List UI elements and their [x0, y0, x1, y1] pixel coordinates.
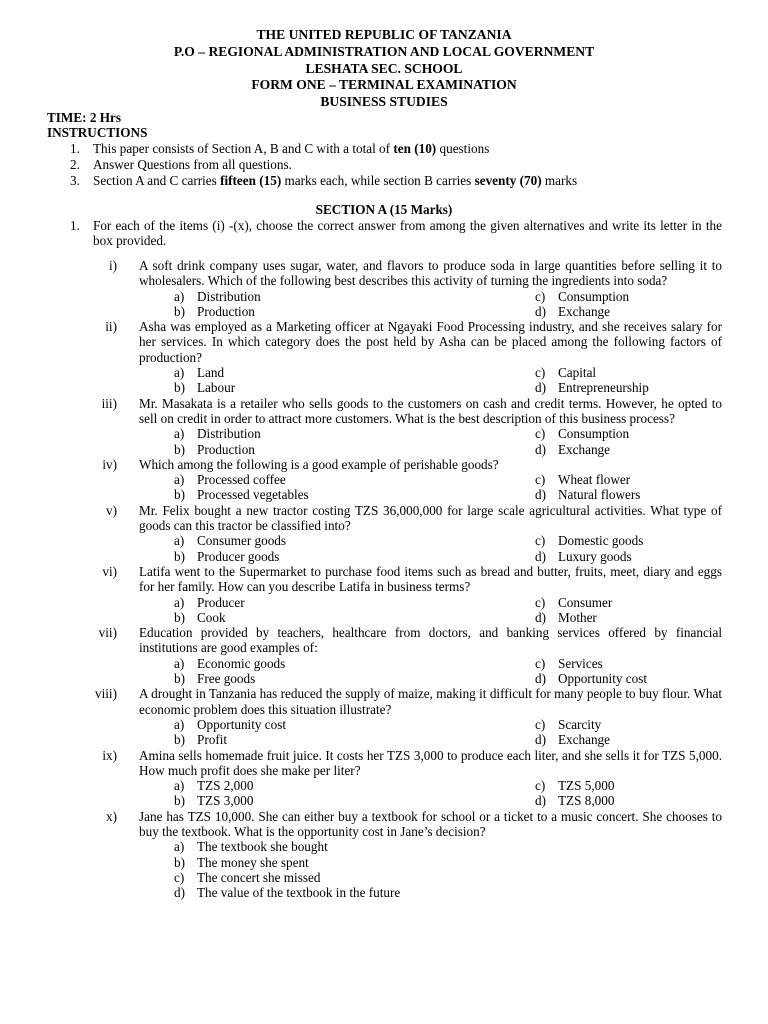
item-numeral: viii)	[95, 686, 117, 702]
option-text: Scarcity	[558, 716, 602, 732]
option-letter: a)	[174, 778, 185, 794]
answer-option	[174, 793, 535, 808]
answer-option	[174, 426, 535, 441]
answer-option	[174, 855, 574, 870]
question-item	[95, 319, 722, 395]
answer-option	[174, 885, 574, 900]
item-numeral: iii)	[101, 395, 117, 411]
option-text: Land	[197, 365, 225, 381]
question-item	[95, 457, 722, 503]
option-letter: d)	[535, 380, 546, 396]
answer-option	[535, 793, 614, 808]
question-number: 1.	[70, 218, 80, 233]
answer-option	[535, 549, 632, 564]
item-stem: Jane has TZS 10,000. She can either buy a textbook for school or a ticket to a music concert. She chooses to buy the textbook. What is the opportunity cost in Jane’s decision?	[139, 808, 722, 839]
instruction-number: 1.	[70, 141, 80, 156]
option-letter: b)	[174, 732, 185, 748]
instruction-bold: ten (10)	[393, 141, 437, 156]
answer-option	[174, 717, 535, 732]
answer-options	[174, 656, 722, 687]
option-letter: a)	[174, 533, 185, 549]
instruction-item	[70, 157, 730, 173]
answer-options	[174, 426, 722, 457]
option-text: Consumer goods	[197, 533, 287, 549]
item-numeral: vii)	[98, 625, 117, 641]
answer-option	[174, 778, 535, 793]
option-text: Production	[197, 441, 255, 457]
item-numeral: i)	[108, 258, 117, 273]
option-letter: c)	[535, 365, 546, 381]
item-numeral: iv)	[102, 456, 117, 472]
instruction-item	[70, 173, 730, 189]
item-stem: Latifa went to the Supermarket to purchase food items such as bread and butter, fruits, meet, diary and eggs for her family. How can you describe Latifa in business terms?	[139, 563, 722, 595]
answer-option	[174, 732, 535, 747]
answer-option	[174, 671, 535, 686]
option-text: Distribution	[197, 288, 261, 304]
option-letter: c)	[535, 655, 546, 671]
option-text: Luxury goods	[558, 548, 632, 564]
option-text: The textbook she bought	[197, 839, 328, 855]
answer-option	[535, 304, 610, 319]
option-letter: b)	[174, 548, 185, 564]
answer-option	[174, 533, 535, 548]
option-text: TZS 5,000	[558, 778, 615, 794]
answer-option	[535, 778, 614, 793]
question-item	[95, 625, 722, 686]
item-numeral: v)	[106, 502, 117, 518]
option-text: Processed vegetables	[197, 487, 309, 503]
item-stem: A soft drink company uses sugar, water, and flavors to produce soda in large quantities before selling it to wholesalers. Which of the following best describes this activity of turning the ingredients into soda?	[139, 258, 722, 289]
option-text: TZS 2,000	[197, 778, 254, 794]
instruction-number: 2.	[70, 157, 80, 172]
option-letter: b)	[174, 609, 185, 625]
answer-option	[535, 487, 640, 502]
instruction-text: Answer Questions from all questions.	[93, 157, 292, 172]
item-stem: A drought in Tanzania has reduced the supply of maize, making it difficult for many people to buy flour. What economic problem does this situation illustrate?	[139, 686, 722, 717]
option-text: Processed coffee	[197, 472, 286, 488]
section-a-title: SECTION A (15 Marks)	[315, 202, 453, 217]
option-text: Consumption	[558, 288, 630, 304]
option-letter: a)	[174, 839, 185, 855]
question-item	[95, 564, 722, 625]
answer-options	[174, 717, 722, 748]
option-letter: a)	[174, 288, 185, 304]
option-text: The money she spent	[197, 854, 309, 870]
answer-option	[535, 472, 630, 487]
option-letter: c)	[535, 716, 546, 732]
option-letter: d)	[174, 885, 185, 901]
question-item	[95, 809, 722, 901]
header-subject: BUSINESS STUDIES	[320, 94, 448, 110]
option-text: Opportunity cost	[197, 716, 287, 732]
answer-option	[174, 289, 535, 304]
instructions-title: INSTRUCTIONS	[47, 125, 148, 140]
item-numeral: ix)	[102, 747, 117, 763]
option-text: Wheat flower	[558, 472, 631, 488]
answer-option	[535, 289, 629, 304]
answer-option	[535, 656, 603, 671]
option-text: TZS 8,000	[558, 793, 615, 809]
option-text: Economic goods	[197, 655, 286, 671]
answer-option	[535, 595, 612, 610]
option-text: Producer goods	[197, 548, 280, 564]
answer-option	[174, 442, 535, 457]
item-stem: Which among the following is a good example of perishable goods?	[139, 456, 499, 472]
item-numeral: x)	[106, 808, 117, 824]
option-letter: c)	[535, 288, 546, 304]
option-text: Labour	[197, 380, 236, 396]
option-letter: b)	[174, 487, 185, 503]
answer-option	[535, 365, 596, 380]
option-letter: d)	[535, 487, 546, 503]
option-text: Producer	[197, 594, 245, 610]
answer-options	[174, 533, 722, 564]
answer-options	[174, 472, 722, 503]
option-text: Capital	[558, 365, 597, 381]
answer-option	[535, 671, 647, 686]
question-item	[95, 396, 722, 457]
answer-option	[535, 533, 643, 548]
item-stem: Mr. Masakata is a retailer who sells goods to the customers on cash and credit terms. However, he opted to sell on credit in order to attract more customers. What is the best description of this business process?	[139, 395, 722, 426]
instruction-bold: seventy (70)	[474, 173, 542, 188]
answer-options	[174, 365, 722, 396]
answer-option	[174, 839, 574, 854]
instruction-text: marks each, while section B carries	[281, 173, 475, 188]
header-authority: P.O – REGIONAL ADMINISTRATION AND LOCAL GOVERNMENT	[173, 43, 595, 59]
answer-option	[174, 870, 574, 885]
option-letter: b)	[174, 380, 185, 396]
item-stem: Amina sells homemade fruit juice. It costs her TZS 3,000 to produce each liter, and she sells it for TZS 5,000. How much profit does she make per liter?	[139, 747, 722, 778]
answer-options	[174, 289, 722, 320]
question-item	[95, 258, 722, 319]
instructions-list	[70, 141, 730, 189]
option-letter: d)	[535, 609, 546, 625]
answer-option	[535, 717, 601, 732]
item-numeral: ii)	[105, 319, 117, 335]
question-text: For each of the items (i) -(x), choose the correct answer from among the given alternatives and write its letter in the box provided.	[93, 218, 722, 249]
option-text: Cook	[197, 609, 226, 625]
question-item	[95, 748, 722, 809]
option-letter: b)	[174, 793, 185, 809]
item-stem: Education provided by teachers, healthcare from doctors, and banking services offered by financial institutions are good examples of:	[139, 625, 722, 656]
answer-option	[535, 426, 629, 441]
option-text: The concert she missed	[197, 869, 321, 885]
option-text: Exchange	[558, 303, 610, 319]
option-letter: c)	[535, 472, 546, 488]
instruction-text: Section A and C carries	[93, 173, 221, 188]
exam-time: TIME: 2 Hrs	[47, 110, 121, 125]
option-letter: c)	[535, 594, 546, 610]
option-text: Opportunity cost	[558, 671, 648, 687]
option-text: Consumer	[558, 594, 613, 610]
option-text: Mother	[558, 609, 597, 625]
option-text: Distribution	[197, 426, 261, 442]
item-stem: Asha was employed as a Marketing officer at Ngayaki Food Processing industry, and she receives salary for her services. In which category does the post held by Asha can be placed among the following factors of production?	[139, 319, 722, 365]
option-text: Entrepreneurship	[558, 380, 649, 396]
option-text: Production	[197, 303, 255, 319]
option-text: Services	[558, 655, 603, 671]
answer-option	[535, 442, 610, 457]
option-letter: b)	[174, 671, 185, 687]
option-letter: d)	[535, 303, 546, 319]
answer-option	[535, 610, 597, 625]
option-letter: a)	[174, 365, 185, 381]
option-letter: c)	[535, 426, 546, 442]
answer-option	[174, 365, 535, 380]
option-text: TZS 3,000	[197, 793, 254, 809]
answer-options	[174, 839, 722, 900]
header-school: LESHATA SEC. SCHOOL	[305, 60, 463, 76]
option-text: Consumption	[558, 426, 630, 442]
instruction-bold: fifteen (15)	[220, 173, 282, 188]
answer-option	[174, 304, 535, 319]
exam-header	[0, 27, 768, 111]
question-item	[95, 503, 722, 564]
option-letter: c)	[174, 869, 185, 885]
header-country: THE UNITED REPUBLIC OF TANZANIA	[256, 27, 512, 42]
question-item	[95, 686, 722, 747]
item-numeral: vi)	[102, 563, 117, 579]
answer-option	[174, 656, 535, 671]
option-letter: b)	[174, 441, 185, 457]
option-letter: b)	[174, 854, 185, 870]
option-text: Exchange	[558, 441, 610, 457]
answer-option	[535, 732, 610, 747]
answer-option	[174, 610, 535, 625]
option-letter: d)	[535, 548, 546, 564]
instruction-number: 3.	[70, 173, 80, 188]
instruction-text: questions	[436, 141, 490, 156]
option-text: Free goods	[197, 671, 256, 687]
instruction-text: This paper consists of Section A, B and C with a total of	[93, 141, 394, 156]
answer-option	[174, 487, 535, 502]
option-text: Exchange	[558, 732, 610, 748]
option-letter: c)	[535, 778, 546, 794]
option-letter: a)	[174, 655, 185, 671]
instruction-text: marks	[541, 173, 578, 188]
header-exam: FORM ONE – TERMINAL EXAMINATION	[251, 77, 517, 93]
answer-option	[174, 595, 535, 610]
answer-option	[174, 380, 535, 395]
item-stem: Mr. Felix bought a new tractor costing TZS 36,000,000 for large scale agricultural activities. What type of goods can this tractor be classified into?	[139, 502, 722, 534]
option-letter: a)	[174, 594, 185, 610]
instruction-item	[70, 141, 730, 157]
option-text: The value of the textbook in the future	[197, 885, 401, 901]
option-letter: d)	[535, 793, 546, 809]
answer-option	[535, 380, 649, 395]
option-letter: b)	[174, 303, 185, 319]
answer-options	[174, 595, 722, 626]
option-letter: d)	[535, 732, 546, 748]
answer-option	[174, 472, 535, 487]
question-1	[70, 218, 722, 249]
option-text: Domestic goods	[558, 533, 644, 549]
option-letter: a)	[174, 426, 185, 442]
option-letter: a)	[174, 472, 185, 488]
option-letter: a)	[174, 716, 185, 732]
option-text: Natural flowers	[558, 487, 641, 503]
option-letter: d)	[535, 671, 546, 687]
question-items	[95, 258, 722, 900]
option-letter: d)	[535, 441, 546, 457]
answer-options	[174, 778, 722, 809]
option-letter: c)	[535, 533, 546, 549]
option-text: Profit	[197, 732, 228, 748]
answer-option	[174, 549, 535, 564]
